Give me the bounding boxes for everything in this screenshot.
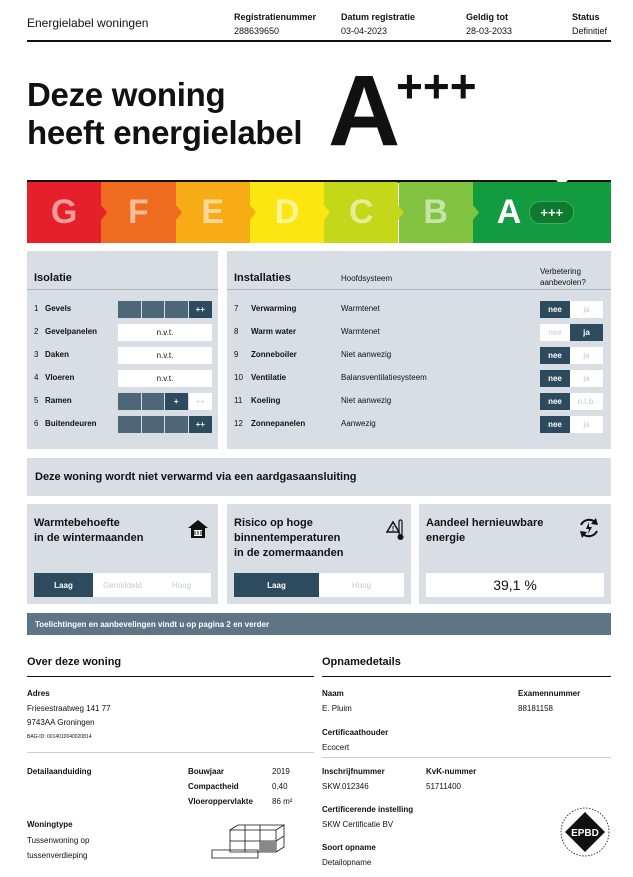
isolatie-row-number: 1 — [34, 304, 39, 313]
label-segment-letter: B — [423, 193, 448, 231]
woningtype-line2: tussenverdieping — [27, 851, 88, 860]
risico-title — [234, 516, 343, 561]
energielabel-plus: +++ — [396, 60, 477, 112]
label-segment-f — [101, 182, 175, 243]
isolatie-scale-cell — [165, 416, 188, 433]
label-segment-letter: F — [128, 193, 149, 231]
svg-text:!: ! — [391, 526, 395, 533]
hernieuwbaar-panel — [419, 504, 611, 604]
installatie-row-system: Aanwezig — [341, 419, 376, 428]
examennummer-value: 88181158 — [518, 704, 553, 713]
label-segment-b — [399, 182, 473, 243]
document-title: Energielabel woningen — [27, 16, 149, 30]
isolatie-row-name: Gevelpanelen — [45, 327, 98, 336]
risico-panel — [227, 504, 411, 604]
datum-registratie — [341, 12, 415, 36]
warmte-option-hoog: Hoog — [152, 573, 211, 597]
label-segment-arrow — [472, 182, 480, 243]
warmtebehoefte-title-line2: in de wintermaanden — [34, 532, 144, 544]
installaties-panel — [227, 251, 611, 449]
epbd-logo-text: EPBD — [571, 828, 599, 839]
verbetering-header — [540, 266, 586, 288]
label-segment-a — [473, 182, 611, 243]
installatie-row-number: 8 — [234, 327, 239, 336]
installatie-row-name: Warm water — [251, 327, 297, 336]
isolatie-row-name: Daken — [45, 350, 70, 359]
headline-line1: Deze woning — [27, 76, 226, 113]
hernieuwbaar-value: 39,1 % — [426, 573, 604, 597]
registratienummer — [234, 12, 316, 36]
datum-registratie-label: Datum registratie — [341, 12, 416, 22]
label-segment-letter: G — [50, 193, 78, 231]
recycle-energy-icon — [577, 516, 601, 540]
label-segment-e — [176, 182, 250, 243]
detail-label: Detailaanduiding — [27, 767, 92, 776]
installatie-row-system: Niet aanwezig — [341, 350, 392, 359]
isolatie-value-nvt: n.v.t. — [118, 370, 212, 387]
isolatie-row-number: 4 — [34, 373, 39, 382]
isolatie-row-name: Gevels — [45, 304, 72, 313]
isolatie-ghost-cell: ++ — [189, 393, 213, 410]
registratienummer-label: Registratienummer — [234, 12, 317, 22]
geldig-tot-value: 28-03-2033 — [466, 26, 513, 36]
isolatie-scale-cell — [118, 393, 141, 410]
installatie-row-system: Warmtenet — [341, 304, 380, 313]
vloeroppervlakte-label: Vloeroppervlakte — [188, 797, 253, 806]
status-label: Status — [572, 12, 600, 22]
kvk-label: KvK-nummer — [426, 767, 477, 776]
woningtype-label: Woningtype — [27, 820, 73, 829]
certificaathouder-label: Certificaathouder — [322, 728, 389, 737]
headline — [27, 76, 302, 152]
installatie-row-number: 7 — [234, 304, 239, 313]
thermometer-icon — [385, 518, 405, 542]
installatie-row-name: Zonneboiler — [251, 350, 297, 359]
bouwjaar-value: 2019 — [272, 767, 290, 776]
isolatie-value-nvt: n.v.t. — [118, 324, 212, 341]
label-segment-arrow — [175, 182, 183, 243]
woning-section-title: Over deze woning — [27, 656, 122, 668]
isolatie-value-cell: ++ — [189, 416, 213, 433]
isolatie-row-number: 5 — [34, 396, 39, 405]
isolatie-panel — [27, 251, 218, 449]
active-label-badge: +++ — [529, 201, 574, 224]
label-segment-arrow — [249, 182, 257, 243]
verbetering-ja-option: ja — [570, 324, 603, 341]
woning-divider — [27, 676, 314, 677]
verbetering-ja-option: ja — [570, 301, 603, 318]
warmte-option-gemiddeld: Gemiddeld — [93, 573, 152, 597]
risico-title-line1: Risico op hoge — [234, 517, 313, 529]
label-segment-letter: D — [274, 193, 300, 231]
verbetering-header-line1: Verbetering — [540, 267, 581, 276]
installaties-divider — [227, 289, 611, 290]
installatie-row-system: Warmtenet — [341, 327, 380, 336]
instelling-label: Certificerende instelling — [322, 805, 414, 814]
label-segment-arrow — [100, 182, 108, 243]
energielabel-letter: A — [328, 55, 401, 167]
inschrijfnummer-value: SKW.012346 — [322, 782, 369, 791]
geldig-tot — [466, 12, 512, 36]
energy-label-bar — [27, 182, 611, 243]
vloeroppervlakte-value: 86 m² — [272, 797, 293, 806]
warmtebehoefte-title-line1: Warmtebehoefte — [34, 517, 120, 529]
installatie-row-number: 12 — [234, 419, 243, 428]
adres-line1: Friesestraatweg 141 77 — [27, 704, 111, 713]
header-divider — [27, 40, 611, 42]
isolatie-scale-cell — [118, 416, 141, 433]
hernieuwbaar-title-line1: Aandeel hernieuwbare — [426, 517, 544, 529]
isolatie-title: Isolatie — [34, 272, 72, 284]
label-segment-letter: A — [496, 193, 522, 231]
label-segment-letter: C — [349, 193, 374, 231]
risico-title-line2: binnentemperaturen — [234, 532, 341, 544]
building-diagram-icon — [210, 822, 286, 860]
woningtype-line1: Tussenwoning op — [27, 836, 90, 845]
installatie-row-name: Verwarming — [251, 304, 297, 313]
isolatie-row-name: Buitendeuren — [45, 419, 97, 428]
naam-value: E. Pluim — [322, 704, 352, 713]
compactheid-value: 0,40 — [272, 782, 288, 791]
isolatie-row-number: 3 — [34, 350, 39, 359]
risico-option-hoog: Hoog — [319, 573, 404, 597]
installatie-row-number: 10 — [234, 373, 243, 382]
installatie-row-number: 11 — [234, 396, 243, 405]
risico-title-line3: in de zomermaanden — [234, 547, 344, 559]
risico-option-laag: Laag — [234, 573, 319, 597]
hoofdsysteem-header: Hoofdsysteem — [341, 274, 393, 283]
isolatie-row-name: Ramen — [45, 396, 72, 405]
naam-label: Naam — [322, 689, 344, 698]
verbetering-nee-option: nee — [540, 416, 570, 433]
label-segment-c — [324, 182, 398, 243]
soort-opname-value: Detailopname — [322, 858, 372, 867]
isolatie-value-cell: + — [165, 393, 188, 410]
label-segment-arrow — [397, 182, 405, 243]
verbetering-ja-option: ja — [570, 370, 603, 387]
inschrijfnummer-label: Inschrijfnummer — [322, 767, 385, 776]
epbd-logo — [559, 806, 611, 858]
isolatie-divider — [27, 289, 218, 290]
isolatie-scale-cell — [142, 393, 165, 410]
soort-opname-label: Soort opname — [322, 843, 376, 852]
adres-label: Adres — [27, 689, 50, 698]
opname-section-title: Opnamedetails — [322, 656, 401, 668]
aardgas-notice — [27, 458, 611, 496]
installatie-row-system: Niet aanwezig — [341, 396, 392, 405]
verbetering-nee-option: nee — [540, 301, 570, 318]
isolatie-scale-cell — [165, 301, 188, 318]
house-heat-icon — [187, 518, 209, 540]
instelling-value: SKW Certificatie BV — [322, 820, 394, 829]
installatie-row-name: Ventilatie — [251, 373, 287, 382]
warmte-option-laag: Laag — [34, 573, 93, 597]
isolatie-row-number: 2 — [34, 327, 39, 336]
examennummer-label: Examennummer — [518, 689, 581, 698]
verbetering-ja-option: n.t.b. — [570, 393, 603, 410]
label-segment-arrow — [323, 182, 331, 243]
verbetering-nee-option: nee — [540, 370, 570, 387]
installaties-title: Installaties — [234, 272, 291, 284]
label-segment-g — [27, 182, 101, 243]
installatie-row-number: 9 — [234, 350, 239, 359]
opname-divider-2 — [322, 757, 611, 758]
headline-line2: heeft energielabel — [27, 114, 303, 151]
verbetering-nee-option: nee — [540, 347, 570, 364]
certificaathouder-value: Ecocert — [322, 743, 350, 752]
kvk-value: 51711400 — [426, 782, 461, 791]
tips-text: Toelichtingen en aanbevelingen vindt u op pagina 2 en verder — [35, 620, 270, 629]
bouwjaar-label: Bouwjaar — [188, 767, 225, 776]
verbetering-ja-option: ja — [570, 347, 603, 364]
hernieuwbaar-title — [426, 516, 543, 546]
geldig-tot-label: Geldig tot — [466, 12, 508, 22]
label-segment-letter: E — [201, 193, 225, 231]
warmtebehoefte-panel — [27, 504, 218, 604]
hernieuwbaar-title-line2: energie — [426, 532, 466, 544]
isolatie-scale-cell — [142, 301, 165, 318]
isolatie-scale-cell — [142, 416, 165, 433]
installatie-row-system: Balansventilatiesysteem — [341, 373, 427, 382]
bag-id: BAG-ID: 0014010040020814 — [27, 734, 92, 740]
aardgas-text: Deze woning wordt niet verwarmd via een aardgasaansluiting — [35, 471, 357, 483]
isolatie-row-name: Vloeren — [45, 373, 75, 382]
isolatie-row-number: 6 — [34, 419, 39, 428]
adres-line2: 9743AA Groningen — [27, 718, 95, 727]
registratienummer-value: 288639650 — [234, 26, 280, 36]
warmtebehoefte-title — [34, 516, 143, 546]
datum-registratie-value: 03-04-2023 — [341, 26, 388, 36]
isolatie-value-cell: ++ — [189, 301, 213, 318]
compactheid-label: Compactheid — [188, 782, 239, 791]
verbetering-nee-option: nee — [540, 324, 570, 341]
status — [572, 12, 607, 36]
installatie-row-name: Koeling — [251, 396, 281, 405]
isolatie-scale-cell — [118, 301, 141, 318]
woning-divider-2 — [27, 752, 314, 753]
tips-banner[interactable] — [27, 613, 611, 635]
status-value: Definitief — [572, 26, 608, 36]
opname-divider — [322, 676, 611, 677]
verbetering-nee-option: nee — [540, 393, 570, 410]
isolatie-value-nvt: n.v.t. — [118, 347, 212, 364]
label-segment-d — [250, 182, 324, 243]
verbetering-ja-option: ja — [570, 416, 603, 433]
verbetering-header-line2: aanbevolen? — [540, 278, 586, 287]
installatie-row-name: Zonnepanelen — [251, 419, 306, 428]
